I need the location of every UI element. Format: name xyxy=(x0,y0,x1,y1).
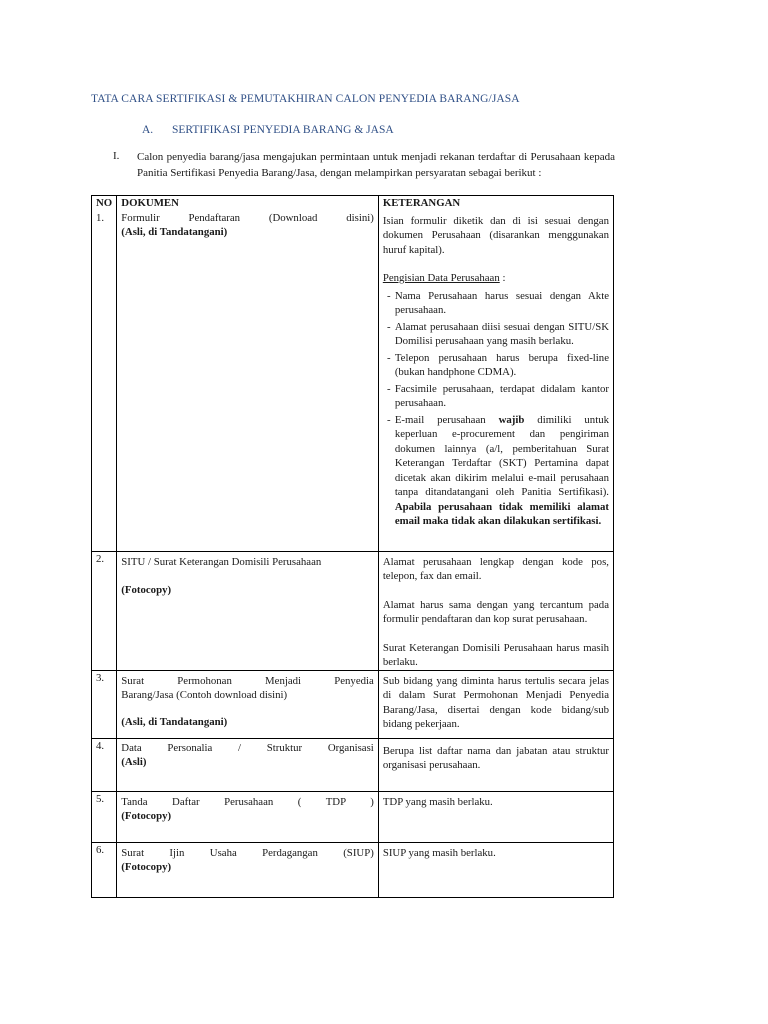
document-name-line2: Barang/Jasa (Contoh download disini) xyxy=(121,689,288,701)
document-name: Data Personalia / Struktur Organisasi xyxy=(121,741,374,754)
section-heading xyxy=(142,124,394,136)
document-note: (Asli, di Tandatangani) xyxy=(121,226,228,238)
document-cell xyxy=(117,791,379,842)
header-no: NO xyxy=(92,196,117,211)
list-item: - Telepon perusahaan harus berupa fixed-line (bukan handphone CDMA). xyxy=(387,351,609,378)
keterangan-cell xyxy=(378,670,613,738)
document-cell xyxy=(117,211,379,552)
keterangan-text: SIUP yang masih berlaku. xyxy=(382,846,496,859)
keterangan-cell xyxy=(378,738,613,791)
table-header-row xyxy=(92,196,614,211)
keterangan-text: Isian formulir diketik dan di isi sesuai dengan dokumen Perusahaan (disarankan menggunakan huruf kapital). xyxy=(382,214,609,256)
table-row xyxy=(92,791,614,842)
intro-number: I. xyxy=(113,150,120,162)
document-name: Tanda Daftar Perusahaan ( TDP ) xyxy=(121,795,374,808)
requirements-table xyxy=(91,195,614,898)
intro-paragraph: Calon penyedia barang/jasa mengajukan permintaan untuk menjadi rekanan terdaftar di Perusahaan kepada Panitia Sertifikasi Penyedia Barang/Jasa, dengan melampirkan persyaratan sebagai berikut : xyxy=(137,151,615,179)
document-note: (Fotocopy) xyxy=(121,810,172,822)
section-heading-text: SERTIFIKASI PENYEDIA BARANG & JASA xyxy=(172,124,394,136)
header-dokumen: DOKUMEN xyxy=(117,196,379,211)
document-cell xyxy=(117,738,379,791)
document-note: (Fotocopy) xyxy=(121,861,172,873)
row-number: 5. xyxy=(92,791,117,842)
table-row xyxy=(92,670,614,738)
table-row xyxy=(92,211,614,552)
table-row xyxy=(92,551,614,670)
row-number: 6. xyxy=(92,842,117,897)
table-row xyxy=(92,738,614,791)
keterangan-subheading: Pengisian Data Perusahaan : xyxy=(382,272,506,284)
section-letter: A. xyxy=(142,124,154,136)
keterangan-text: Alamat harus sama dengan yang tercantum pada formulir pendaftaran dan kop surat perusahaan. xyxy=(382,598,609,625)
keterangan-text: Sub bidang yang diminta harus tertulis secara jelas di dalam Surat Permohonan Menjadi Penyedia Barang/Jasa, disertai dengan kode bidang/sub bidang pekerjaan. xyxy=(382,674,609,730)
keterangan-cell xyxy=(378,842,613,897)
keterangan-cell xyxy=(378,791,613,842)
keterangan-text: TDP yang masih berlaku. xyxy=(382,795,493,808)
keterangan-text: Berupa list daftar nama dan jabatan atau struktur organisasi perusahaan. xyxy=(382,744,609,771)
row-number: 2. xyxy=(92,551,117,670)
document-name: Formulir Pendaftaran (Download disini) xyxy=(121,211,374,224)
list-item: - Alamat perusahaan diisi sesuai dengan SITU/SK Domilisi perusahaan yang masih berlaku. xyxy=(387,320,609,347)
document-cell xyxy=(117,670,379,738)
table-row xyxy=(92,842,614,897)
row-number: 1. xyxy=(92,211,117,552)
keterangan-cell xyxy=(378,211,613,552)
document-note: (Fotocopy) xyxy=(121,584,172,596)
header-keterangan: KETERANGAN xyxy=(378,196,613,211)
document-note: (Asli) xyxy=(121,756,147,768)
document-name: SITU / Surat Keterangan Domisili Perusahaan xyxy=(121,555,322,568)
keterangan-cell xyxy=(378,551,613,670)
list-item: - Facsimile perusahaan, terdapat didalam kantor perusahaan. xyxy=(387,382,609,409)
document-title: TATA CARA SERTIFIKASI & PEMUTAKHIRAN CALON PENYEDIA BARANG/JASA xyxy=(91,93,520,105)
document-name: Surat Ijin Usaha Perdagangan (SIUP) xyxy=(121,846,374,859)
row-number: 4. xyxy=(92,738,117,791)
list-item: - Nama Perusahaan harus sesuai dengan Akte perusahaan. xyxy=(387,289,609,316)
document-name: Surat Permohonan Menjadi Penyedia xyxy=(121,674,374,687)
keterangan-text: Surat Keterangan Domisili Perusahaan harus masih berlaku. xyxy=(382,641,609,668)
row-number: 3. xyxy=(92,670,117,738)
document-cell xyxy=(117,551,379,670)
keterangan-text: Alamat perusahaan lengkap dengan kode pos, telepon, fax dan email. xyxy=(382,555,609,582)
document-note: (Asli, di Tandatangani) xyxy=(121,715,228,728)
document-cell xyxy=(117,842,379,897)
list-item: - E-mail perusahaan wajib dimiliki untuk keperluan e-procurement dan pengiriman dokumen lainnya (a/l, pemberitahuan Surat Keterangan Terdaftar (SKT) Pertamina dapat dicetak akan dikirim melalui e-mail perusahaan tanpa ditandatangani oleh Panitia Sertifikasi). Apabila perusahaan tidak memiliki alamat email maka tidak akan dilakukan sertifikasi. xyxy=(387,413,610,527)
